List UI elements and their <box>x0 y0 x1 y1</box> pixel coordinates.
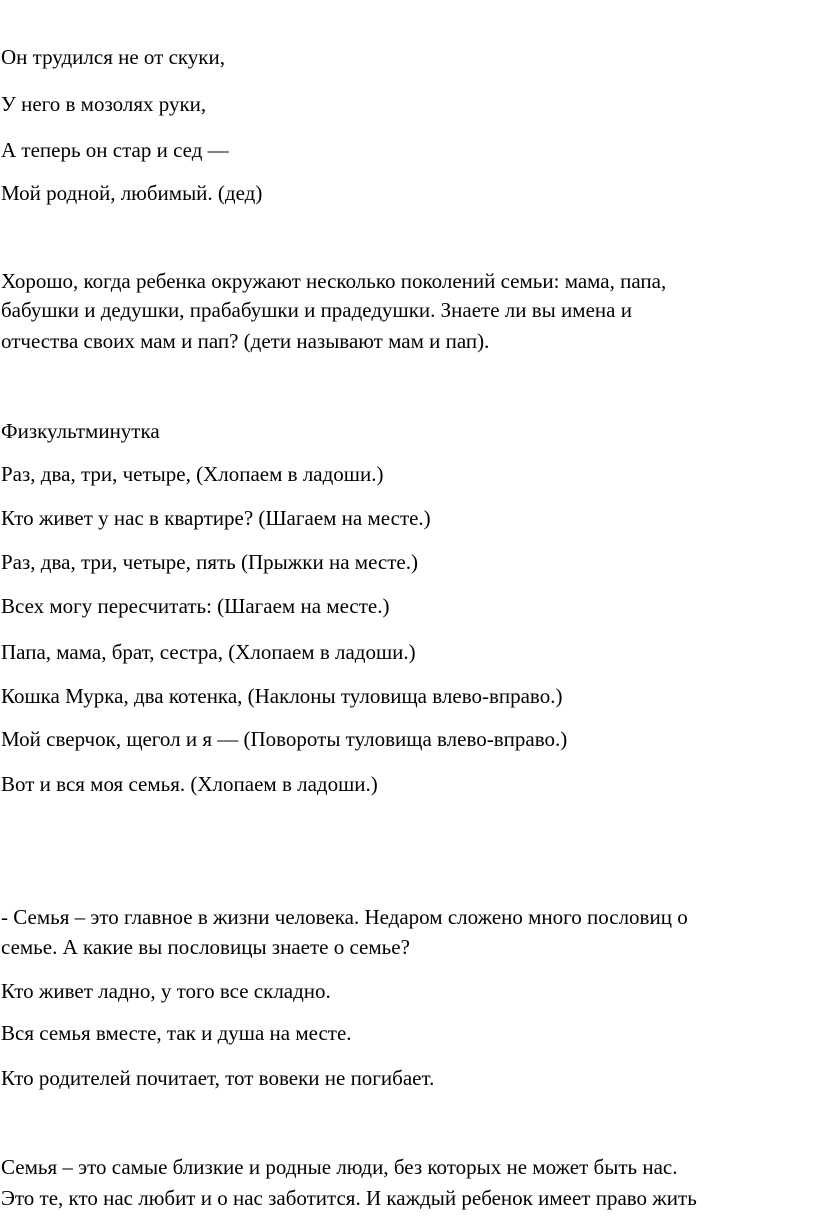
rhyme-line: Кошка Мурка, два котенка, (Наклоны туловища влево-вправо.) <box>1 684 563 708</box>
proverbs-intro-line: - Семья – это главное в жизни человека. Недаром сложено много пословиц о <box>1 905 688 929</box>
rhyme-line: Мой сверчок, щегол и я — (Повороты туловища влево-вправо.) <box>1 727 568 751</box>
proverb-line: Вся семья вместе, так и душа на месте. <box>1 1021 352 1045</box>
closing-paragraph-line: Семья – это самые близкие и родные люди, без которых не может быть нас. <box>1 1155 678 1179</box>
rhyme-line: Папа, мама, брат, сестра, (Хлопаем в ладоши.) <box>1 640 416 664</box>
rhyme-line: Кто живет у нас в квартире? (Шагаем на месте.) <box>1 506 431 530</box>
proverb-line: Кто родителей почитает, тот вовеки не погибает. <box>1 1066 435 1090</box>
closing-paragraph-line: Это те, кто нас любит и о нас заботится. И каждый ребенок имеет право жить <box>1 1186 697 1210</box>
intro-paragraph-line: Хорошо, когда ребенка окружают несколько поколений семьи: мама, папа, <box>1 269 667 293</box>
poem-line: Он трудился не от скуки, <box>1 45 225 69</box>
poem-line: Мой родной, любимый. (дед) <box>1 181 263 205</box>
intro-paragraph-line: бабушки и дедушки, прабабушки и прадедушки. Знаете ли вы имена и <box>1 298 632 322</box>
rhyme-line: Раз, два, три, четыре, (Хлопаем в ладоши.) <box>1 462 384 486</box>
intro-paragraph-line: отчества своих мам и пап? (дети называют мам и пап). <box>1 329 490 353</box>
section-title: Физкультминутка <box>1 419 160 443</box>
poem-line: У него в мозолях руки, <box>1 92 207 116</box>
rhyme-line: Всех могу пересчитать: (Шагаем на месте.) <box>1 594 390 618</box>
rhyme-line: Раз, два, три, четыре, пять (Прыжки на месте.) <box>1 550 418 574</box>
proverbs-intro-line: семье. А какие вы пословицы знаете о семье? <box>1 935 410 959</box>
rhyme-line: Вот и вся моя семья. (Хлопаем в ладоши.) <box>1 772 378 796</box>
poem-line: А теперь он стар и сед — <box>1 138 229 162</box>
proverb-line: Кто живет ладно, у того все складно. <box>1 979 331 1003</box>
